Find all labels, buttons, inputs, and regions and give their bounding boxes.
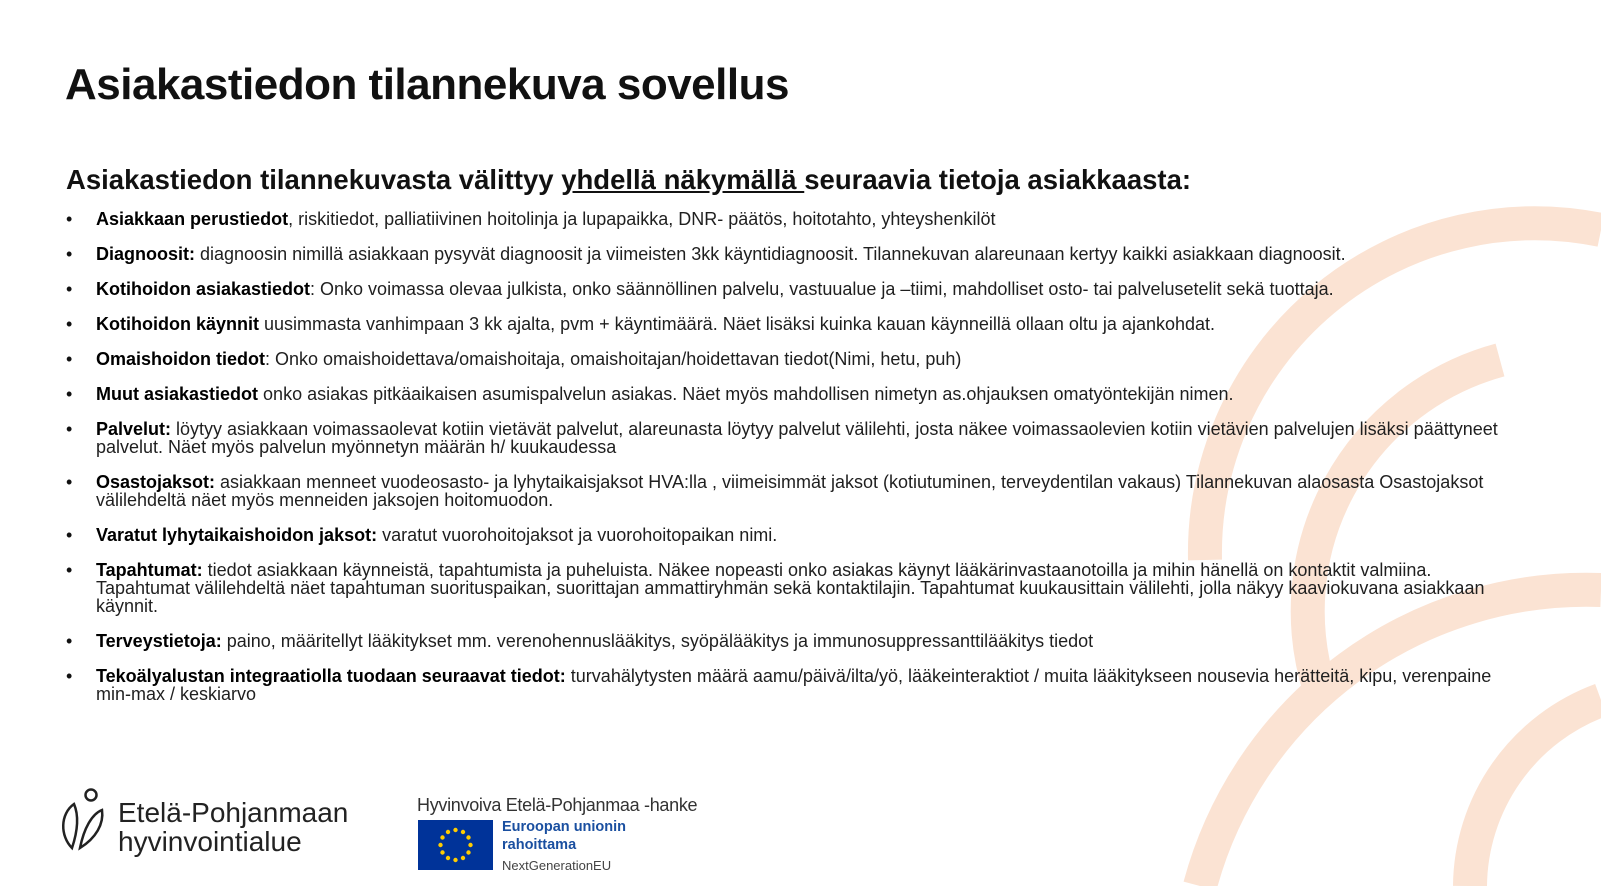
- bullet-item: [66, 632, 1506, 650]
- bullet-heading: Diagnoosit:: [96, 244, 195, 264]
- bullet-item: [66, 420, 1506, 456]
- bullet-dot: •: [66, 666, 73, 686]
- ep-logo: [58, 788, 388, 858]
- bullet-heading: Muut asiakastiedot: [96, 384, 259, 404]
- bullet-text: : Onko omaishoidettava/omaishoitaja, omaishoitajan/hoidettavan tiedot(Nimi, hetu, puh): [265, 349, 962, 369]
- bullet-dot: •: [66, 631, 73, 651]
- slide-subtitle: [66, 164, 1191, 196]
- org-line-2: hyvinvointialue: [118, 826, 302, 857]
- bullet-text: paino, määritellyt lääkitykset mm. verenohennuslääkitys, syöpälääkitys ja immunosuppressanttilääkitys tiedot: [221, 631, 1094, 651]
- bullet-heading: Kotihoidon asiakastiedot: [96, 279, 311, 299]
- subtitle-end: seuraavia tietoja asiakkaasta:: [804, 164, 1192, 195]
- bullet-text: , riskitiedot, palliatiivinen hoitolinja ja lupapaikka, DNR- päätös, hoitotahto, yhteyshenkilöt: [288, 209, 996, 229]
- bullet-text: asiakkaan menneet vuodeosasto- ja lyhytaikaisjaksot HVA:lla , viimeisimmät jaksot (kotiutuminen, terveydentilan vakaus) Tilannekuvan alaosasta Osastojaksot välilehdeltä näet myös menneiden jaksojen hoitomuodon.: [96, 472, 1484, 510]
- bullet-item: [66, 526, 1506, 544]
- organization-name: [118, 798, 348, 856]
- eu-line-1: Euroopan unionin: [502, 819, 627, 835]
- bullet-heading: Osastojaksot:: [96, 472, 216, 492]
- bullet-item: [66, 245, 1506, 263]
- bullet-heading: Tapahtumat:: [96, 560, 203, 580]
- bullet-list: [66, 210, 1506, 720]
- bullet-item: [66, 385, 1506, 403]
- bullet-heading: Tekoälyalustan integraatiolla tuodaan seuraavat tiedot:: [96, 666, 566, 686]
- bullet-heading: Palvelut:: [96, 419, 172, 439]
- bullet-item: [66, 561, 1506, 615]
- bullet-dot: •: [66, 525, 73, 545]
- bullet-dot: •: [66, 279, 73, 299]
- ep-leaf-figure-icon: [58, 788, 108, 854]
- bullet-item: [66, 667, 1506, 703]
- bullet-text: uusimmasta vanhimpaan 3 kk ajalta, pvm + käyntimäärä. Näet lisäksi kuinka kauan käynneillä ollaan oltu ja ajankohdat.: [258, 314, 1216, 334]
- bullet-text: : Onko voimassa olevaa julkista, onko säännöllinen palvelu, vastuualue ja –tiimi, mahdolliset osto- tai palvelusetelit sekä tuottaja.: [310, 279, 1334, 299]
- bullet-text: onko asiakas pitkäaikaisen asumispalvelun asiakas. Näet myös mahdollisen nimetyn as.ohjauksen omatyöntekijän nimen.: [258, 384, 1234, 404]
- eu-flag-icon: [418, 820, 493, 870]
- next-generation-eu-label: NextGenerationEU: [502, 858, 612, 873]
- bullet-dot: •: [66, 419, 73, 439]
- bullet-dot: •: [66, 349, 73, 369]
- bullet-text: turvahälytysten määrä aamu/päivä/ilta/yö, lääkeinteraktiot / muita lääkitykseen nousevia herätteitä, kipu, verenpaine min-max / keskiarvo: [96, 666, 1492, 704]
- bullet-text: löytyy asiakkaan voimassaolevat kotiin vietävät palvelut, alareunasta löytyy palvelut välilehti, josta näkee voimassaolevien kotiin vietävien palvelujen lisäksi päättyneet palvelut. Näet myös palvelun myönnetyn määrän h/ kuukaudessa: [96, 419, 1498, 457]
- bullet-item: [66, 473, 1506, 509]
- bullet-item: [66, 280, 1506, 298]
- bullet-heading: Kotihoidon käynnit: [96, 314, 259, 334]
- bullet-heading: Omaishoidon tiedot: [96, 349, 265, 369]
- subtitle-start: Asiakastiedon tilannekuvasta välittyy: [66, 164, 562, 195]
- eu-funding-label: [502, 818, 626, 854]
- bullet-item: [66, 350, 1506, 368]
- bullet-text: tiedot asiakkaan käynneistä, tapahtumista ja puheluista. Näkee nopeasti onko asiakas käynyt lääkärinvastaanotoilla ja mihin hänellä on kontaktit valmiina. Tapahtumat välilehdeltä näet tapahtuman suorituspaikan, suorittajan ammattiryhmän sekä kontaktilajin. Tapahtumat kuukausittain välilehti, jolla näkyy kaaviokuvana asiakkaan käynnit.: [96, 560, 1485, 616]
- bullet-dot: •: [66, 384, 73, 404]
- project-name: Hyvinvoiva Etelä-Pohjanmaa -hanke: [417, 795, 698, 815]
- bullet-text: diagnoosin nimillä asiakkaan pysyvät diagnoosit ja viimeisten 3kk käyntidiagnoosit. Tilannekuvan alareunaan kertyy kaikki asiakkaan diagnoosit.: [195, 244, 1346, 264]
- bullet-dot: •: [66, 244, 73, 264]
- bullet-heading: Varatut lyhytaikaishoidon jaksot:: [96, 525, 378, 545]
- bullet-item: [66, 315, 1506, 333]
- bullet-heading: Asiakkaan perustiedot: [96, 209, 289, 229]
- bullet-text: varatut vuorohoitojaksot ja vuorohoitopaikan nimi.: [377, 525, 778, 545]
- bullet-dot: •: [66, 560, 73, 580]
- org-line-1: Etelä-Pohjanmaan: [118, 797, 349, 828]
- bullet-dot: •: [66, 472, 73, 492]
- slide-title: Asiakastiedon tilannekuva sovellus: [65, 60, 789, 109]
- eu-line-2: rahoittama: [502, 837, 577, 853]
- bullet-item: [66, 210, 1506, 228]
- bullet-dot: •: [66, 209, 73, 229]
- bullet-heading: Terveystietoja:: [96, 631, 222, 651]
- bullet-dot: •: [66, 314, 73, 334]
- subtitle-underlined: yhdellä näkymällä: [561, 164, 805, 195]
